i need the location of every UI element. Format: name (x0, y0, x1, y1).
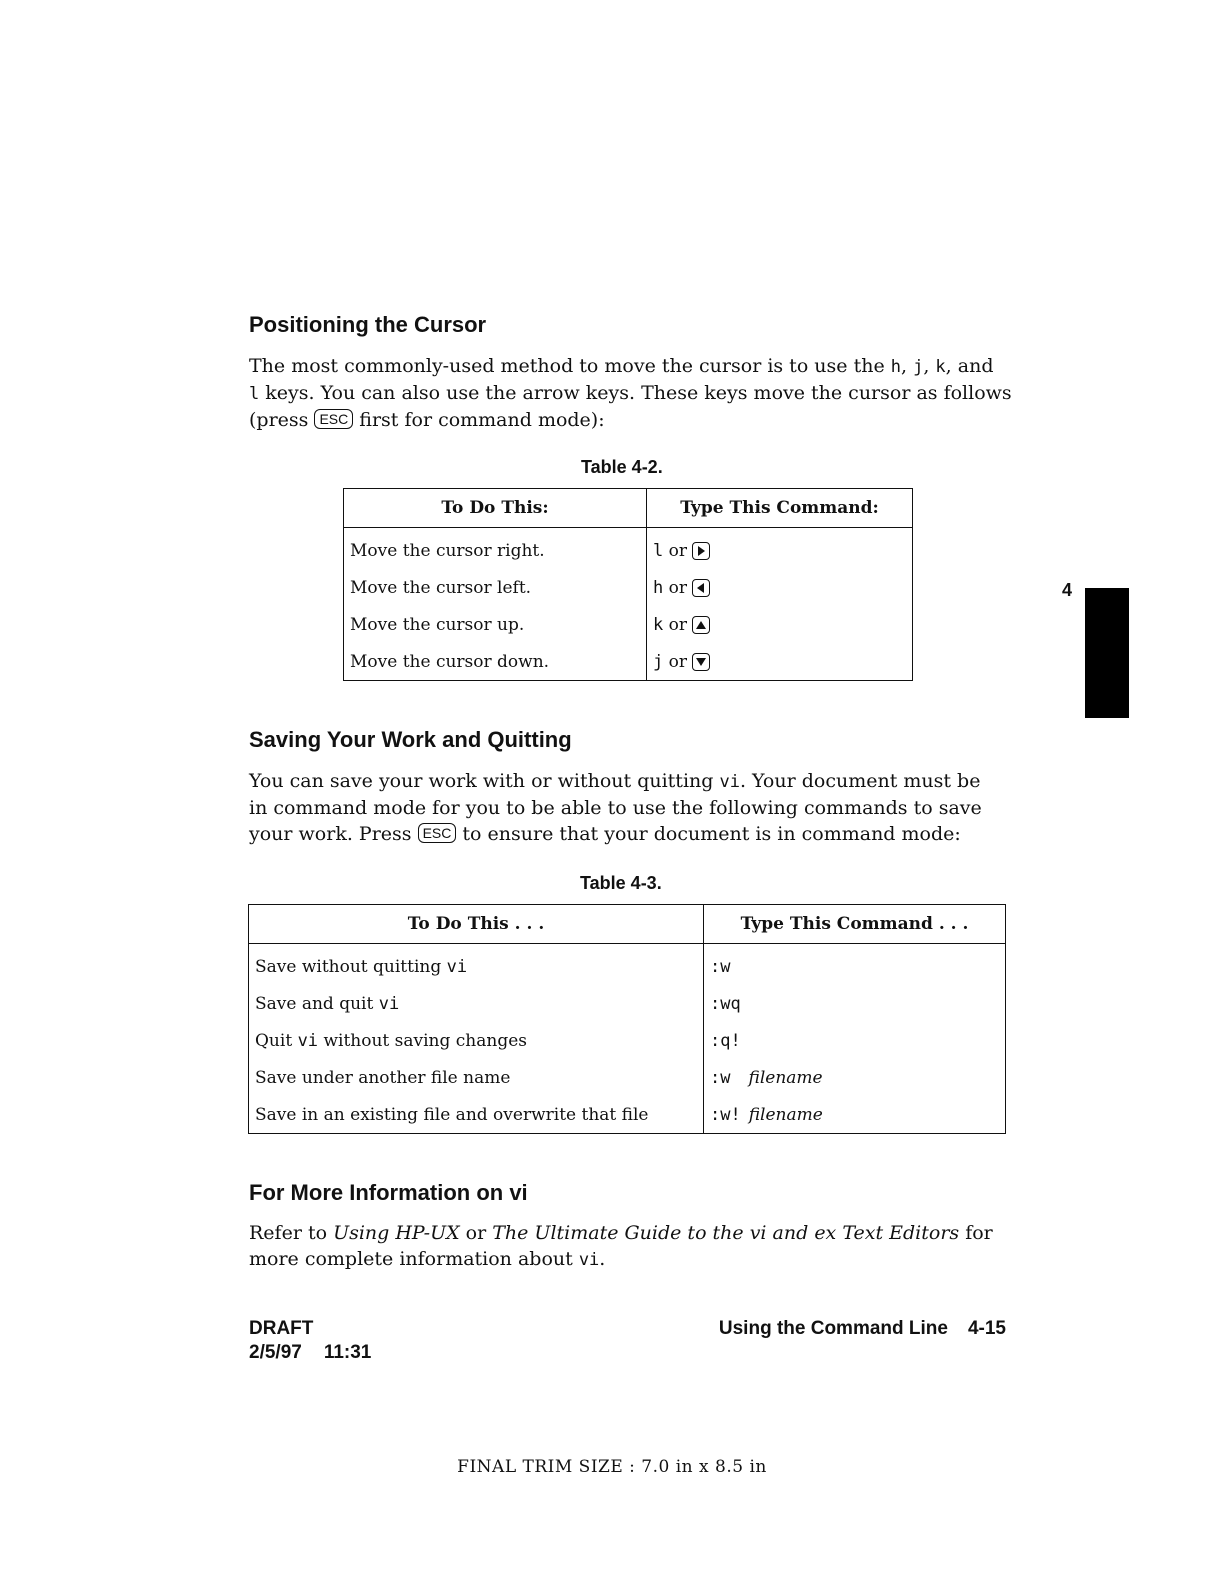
code-j: j (913, 357, 924, 377)
cell-command (704, 1096, 1006, 1134)
table-row (344, 643, 913, 681)
footer-page-number: 4-15 (967, 1318, 1006, 1339)
paragraph-line (249, 407, 1009, 433)
footer-running-title (719, 1318, 1006, 1340)
footer-time: 11:31 (323, 1342, 372, 1363)
cell-action (249, 1022, 704, 1059)
book-title: The Ultimate Guide to the vi and ex Text Editors (492, 1222, 960, 1244)
text: (press (249, 409, 315, 431)
cell-command (704, 1059, 1006, 1096)
column-header-action: To Do This: (344, 489, 647, 528)
table-caption-4-3: Table 4-3. (580, 873, 662, 893)
text: or (663, 651, 693, 672)
text: , and (945, 355, 994, 377)
column-header-command: Type This Command . . . (704, 905, 1006, 944)
book-title: Using HP-UX (333, 1222, 460, 1244)
section-heading-saving: Saving Your Work and Quitting (249, 727, 572, 752)
code-vi: vi (297, 1030, 319, 1051)
text: Quit (255, 1030, 298, 1051)
paragraph-line (249, 821, 1009, 847)
code-vi: vi (578, 1250, 600, 1270)
table-row (249, 944, 1006, 986)
left-arrow-key-icon (692, 579, 710, 597)
code-k: k (935, 357, 946, 377)
text: first for command mode): (353, 409, 605, 431)
cell-command (647, 606, 913, 643)
column-header-command: Type This Command: (647, 489, 913, 528)
cell-command (704, 944, 1006, 986)
code-vi: vi (446, 956, 468, 977)
right-arrow-key-icon (692, 542, 710, 560)
trim-size-note: FINAL TRIM SIZE : 7.0 in x 8.5 in (457, 1457, 767, 1477)
chapter-tab-number: 4 (1062, 580, 1073, 600)
cell-command (647, 569, 913, 606)
table-row (344, 606, 913, 643)
text: , (900, 355, 914, 377)
paragraph-line (249, 1246, 1009, 1273)
section-heading-more-info: For More Information on vi (249, 1180, 528, 1205)
table-4-3 (248, 904, 1006, 1134)
paragraph-line (249, 1220, 1009, 1246)
text: or (663, 614, 693, 635)
cell-action (249, 985, 704, 1022)
text: keys. You can also use the arrow keys. These keys move the cursor as follows (259, 382, 1012, 404)
paragraph-positioning (249, 353, 1012, 433)
code-vi: vi (719, 772, 740, 792)
code-vi: vi (378, 993, 400, 1014)
table-caption-4-2: Table 4-2. (581, 457, 663, 477)
cell-command (647, 528, 913, 570)
cell-action: Move the cursor right. (344, 528, 647, 570)
cell-action (249, 944, 704, 986)
text: You can save your work with or without quitting (249, 770, 720, 792)
text: or (663, 577, 693, 598)
paragraph-line (249, 353, 1009, 380)
table-4-2 (343, 488, 913, 681)
cell-command (647, 643, 913, 681)
cell-action: Move the cursor down. (344, 643, 647, 681)
command-argument: filename (748, 1067, 823, 1088)
text: for (959, 1222, 993, 1244)
code-command: :q! (710, 1030, 741, 1051)
table-header-row (344, 489, 913, 528)
text: or (663, 540, 693, 561)
cell-action: Move the cursor up. (344, 606, 647, 643)
code-key: l (653, 540, 664, 561)
code-l: l (249, 384, 260, 404)
code-key: h (653, 577, 664, 598)
text: Refer to (249, 1222, 334, 1244)
text: Save without quitting (255, 956, 447, 977)
text: The most commonly-used method to move the cursor is to use the (249, 355, 891, 377)
cell-action (249, 1059, 704, 1096)
table-row (344, 569, 913, 606)
paragraph-line (249, 380, 1012, 407)
command-argument: filename (748, 1104, 823, 1125)
footer-date: 2/5/97 (249, 1342, 302, 1363)
paragraph-more-info (249, 1220, 1009, 1273)
code-command: :w (710, 956, 731, 977)
cell-action: Move the cursor left. (344, 569, 647, 606)
table-row (249, 1022, 1006, 1059)
table-row (249, 1096, 1006, 1134)
footer-date-time (249, 1342, 371, 1364)
text: Save in an existing file and overwrite that file (255, 1104, 649, 1125)
text: without saving changes (318, 1030, 527, 1051)
cell-command (704, 985, 1006, 1022)
code-key: j (653, 651, 664, 672)
esc-key-icon: ESC (314, 409, 353, 429)
footer-draft-label: DRAFT (249, 1318, 314, 1339)
code-command: :w! (710, 1104, 741, 1125)
paragraph-line: in command mode for you to be able to use the following commands to save (249, 797, 982, 819)
text: Save under another file name (255, 1067, 511, 1088)
table-row (249, 1059, 1006, 1096)
text: or (459, 1222, 493, 1244)
text: your work. Press (249, 823, 418, 845)
paragraph-line (249, 768, 1009, 795)
footer-chapter-title: Using the Command Line (718, 1318, 948, 1339)
down-arrow-key-icon (692, 653, 710, 671)
column-header-action: To Do This . . . (249, 905, 704, 944)
esc-key-icon: ESC (418, 823, 457, 843)
up-arrow-key-icon (692, 616, 710, 634)
code-key: k (653, 614, 664, 635)
text: Save and quit (255, 993, 379, 1014)
table-row (249, 985, 1006, 1022)
paragraph-saving (249, 768, 1009, 847)
code-command: :w (710, 1067, 731, 1088)
section-heading-positioning: Positioning the Cursor (249, 312, 487, 337)
chapter-tab-marker (1085, 588, 1129, 718)
code-h: h (890, 357, 901, 377)
table-header-row (249, 905, 1006, 944)
code-command: :wq (710, 993, 741, 1014)
text: . (599, 1248, 606, 1270)
text: . Your document must be (739, 770, 981, 792)
text: , (923, 355, 936, 377)
text: to ensure that your document is in command mode: (456, 823, 961, 845)
cell-command (704, 1022, 1006, 1059)
text: more complete information about (249, 1248, 579, 1270)
table-row (344, 528, 913, 570)
cell-action (249, 1096, 704, 1134)
